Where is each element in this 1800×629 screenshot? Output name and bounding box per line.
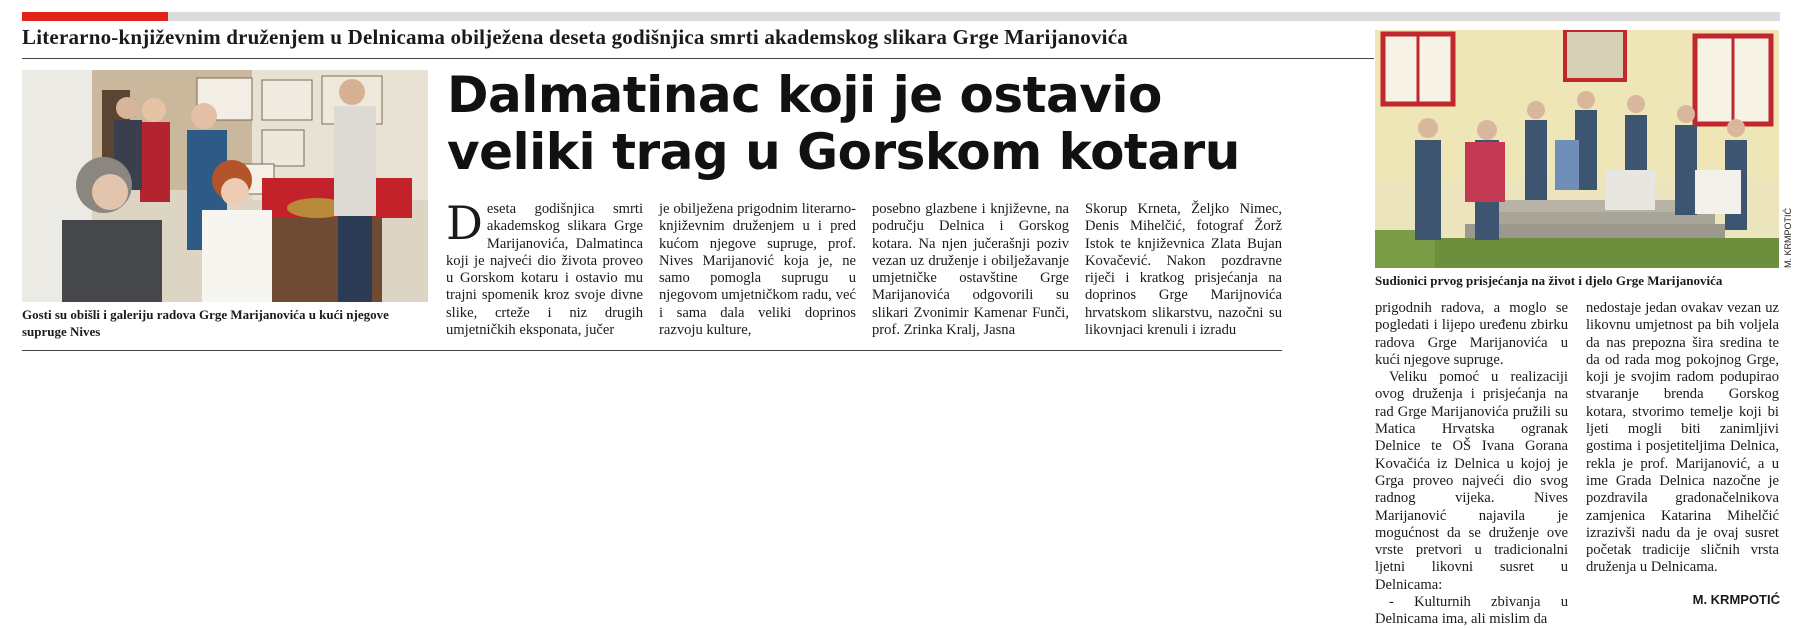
body-text-1: eseta godišnjica smrti akademskog slikara Grge Marijanovića, Dalmatinca koji je najveći dio života proveo u Gorskom kotaru i ostavio mu trajni spomenik kroz svoje divne slike, crteže i niz drugih umjetničkih eksponata, jučer	[446, 201, 643, 339]
section-bar	[22, 12, 1780, 21]
gallery-photo	[22, 70, 428, 302]
gallery-photo-caption: Gosti su obišli i galeriju radova Grge Marijanovića u kući njegove supruge Nives	[22, 307, 389, 339]
byline: M. KRMPOTIĆ	[1692, 592, 1780, 607]
body-column-1	[446, 196, 643, 339]
photo-credit: M. KRMPOTIĆ	[1783, 208, 1793, 268]
kicker-rule	[22, 58, 1374, 59]
body-text-5a: prigodnih radova, a moglo se pogledati i lijepo uređenu zbirku radova Grge Marijanovića u kući njegove supruge.	[1375, 300, 1568, 368]
gallery-photo-art	[22, 70, 428, 302]
body-text-4: Skorup Krneta, Željko Nimec, Denis Mihelčić, fotograf Žorž Istok te književnica Zlata Bujan Kovačević. Nakon pozdravne riječi i kratkog prisjećanja na doprinos Grge Marijnovića hrvatskom slikarstvu, nazočni su likovnjaci krenuli i izradu	[1085, 201, 1282, 339]
body-text-5b: Veliku pomoć u realizaciji ovog druženja i prisjećanja na rad Grge Marijanovića pružili su Matica Hrvatska ogranak Delnice te OŠ Ivana Gorana Kovačića iz Delnica u kojoj je Grga proveo najveći dio svog radnog vijeka. Nives Marijanović najavila je mogućnost da se druženje ove vrste pretvori u tradicionalni ljetni likovni susret u Delnicama:	[1375, 369, 1568, 593]
body-text-2: je obilježena prigodnim literarno-književnim druženjem u i pred kućom njegove supruge, prof. Nives Marijanović koja je, ne samo pomogla suprugu u njegovom umjetničkom radu, već i sama dala veliki doprinos razvoju kulture,	[659, 201, 856, 339]
body-column-5	[1375, 300, 1568, 629]
group-photo-caption: Sudionici prvog prisjećanja na život i djelo Grge Marijanovića	[1375, 273, 1723, 288]
section-accent	[22, 12, 168, 21]
body-column-3	[872, 201, 1069, 339]
headline	[447, 67, 1327, 181]
group-photo-art	[1375, 30, 1779, 268]
kicker: Literarno-književnim druženjem u Delnicama obilježena deseta godišnjica smrti akademskog slikara Grge Marijanovića	[22, 25, 1128, 49]
headline-line-1: Dalmatinac koji je ostavio	[447, 66, 1162, 124]
body-column-2	[659, 201, 856, 339]
body-column-4	[1085, 201, 1282, 339]
body-text-6: nedostaje jedan ovakav vezan uz likovnu umjetnost pa bih voljela da nas prepozna šira sredina te da od rada mog pokojnog Grge, koji je svojim radom podupirao stvaranje brenda Gorskog kotara, stvorimo temelje koji bi ljeti mogli biti zanimljivi gostima i posjetiteljima Delnica, rekla je prof. Marijanović, a u ime Grada Delnica nazočne je pozdravila gradonačelnikova zamjenica Katarina Mihelčić izrazivši nadu da je ovaj susret početak tradicije sličnih vrsta druženja u Delnicama.	[1586, 300, 1779, 576]
body-text-5c: - Kulturnih zbivanja u Delnicama ima, ali mislim da	[1375, 594, 1568, 628]
group-photo	[1375, 30, 1779, 268]
drop-cap: D	[446, 196, 483, 250]
headline-line-2: veliki trag u Gorskom kotaru	[447, 123, 1240, 181]
bottom-rule	[22, 350, 1282, 351]
body-column-6	[1586, 300, 1779, 577]
body-text-3: posebno glazbene i književne, na području Delnica i Gorskog kotara. Na njen jučerašnji poziv vezan uz druženje i obilježavanje umjetničke ostavštine Grge Marijanovića odgovorili su slikari Zvonimir Kamenar Funči, prof. Zrinka Kralj, Jasna	[872, 201, 1069, 339]
